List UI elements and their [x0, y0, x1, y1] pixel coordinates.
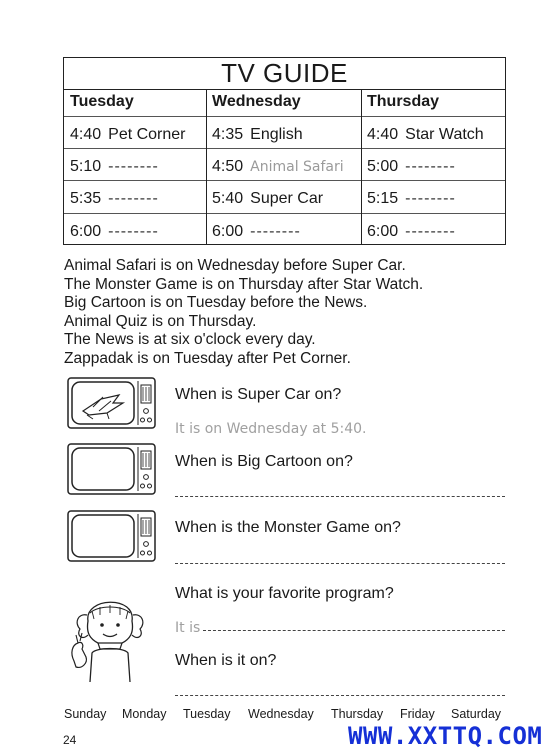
slot-time: 5:15 [367, 190, 399, 207]
question-when-on: When is it on? [175, 652, 277, 669]
weekday-label[interactable]: Saturday [451, 707, 502, 721]
tv-guide-columns [64, 89, 505, 244]
schedule-slot[interactable] [367, 190, 503, 208]
slot-time: 5:10 [70, 158, 102, 175]
slot-time: 6:00 [367, 223, 399, 240]
schedule-slot [367, 126, 503, 144]
answer-prefix-written[interactable]: It is [175, 620, 201, 636]
slot-blank[interactable]: -------- [250, 223, 301, 240]
slot-show: English [250, 126, 303, 143]
tv-guide-table [63, 57, 506, 245]
question-big-cartoon: When is Big Cartoon on? [175, 453, 353, 470]
slot-blank[interactable]: -------- [405, 223, 456, 240]
slot-show: Super Car [250, 190, 324, 207]
slot-time: 4:40 [367, 126, 399, 143]
day-header: Tuesday [70, 93, 134, 110]
slot-blank[interactable]: -------- [108, 190, 159, 207]
clue-line: Animal Quiz is on Thursday. [64, 312, 257, 330]
slot-blank[interactable]: -------- [405, 190, 456, 207]
clue-list [64, 257, 423, 368]
day-header: Wednesday [212, 93, 301, 110]
tv-spaceship-icon [67, 377, 156, 429]
weekday-label[interactable]: Wednesday [248, 707, 314, 721]
weekday-label[interactable]: Tuesday [183, 707, 231, 721]
question-super-car: When is Super Car on? [175, 386, 342, 403]
schedule-slot [212, 190, 357, 208]
schedule-slot[interactable] [212, 223, 357, 241]
answer-line-big-cartoon[interactable] [175, 496, 505, 497]
tv-empty-icon [67, 510, 156, 562]
girl-illustration-icon [60, 583, 160, 683]
question-monster-game: When is the Monster Game on? [175, 519, 401, 536]
slot-written-answer[interactable]: Animal Safari [250, 159, 344, 175]
slot-show: Pet Corner [108, 126, 186, 143]
tv-guide-title: TV GUIDE [64, 58, 505, 90]
page-number: 24 [63, 733, 77, 747]
slot-time: 6:00 [212, 223, 244, 240]
slot-time: 4:40 [70, 126, 102, 143]
slot-blank[interactable]: -------- [405, 158, 456, 175]
schedule-slot[interactable] [367, 223, 503, 241]
slot-time: 5:40 [212, 190, 244, 207]
weekday-label[interactable]: Thursday [331, 707, 384, 721]
schedule-slot[interactable] [212, 158, 357, 176]
schedule-slot[interactable] [367, 158, 503, 176]
slot-time: 5:00 [367, 158, 399, 175]
weekday-label[interactable]: Sunday [64, 707, 107, 721]
slot-blank[interactable]: -------- [108, 158, 159, 175]
schedule-slot[interactable] [70, 158, 202, 176]
answer-line-when-on[interactable] [175, 695, 505, 696]
clue-line: Big Cartoon is on Tuesday before the News. [64, 294, 368, 311]
slot-time: 4:35 [212, 126, 244, 143]
slot-time: 4:50 [212, 158, 244, 175]
answer-line-monster-game[interactable] [175, 563, 505, 564]
slot-time: 6:00 [70, 223, 102, 240]
column-wednesday [206, 89, 362, 244]
clue-line: Animal Safari is on Wednesday before Super Car. [64, 257, 406, 274]
watermark-text: WWW.XXTTQ.COM [348, 722, 543, 750]
weekday-label[interactable]: Monday [122, 707, 167, 721]
schedule-slot[interactable] [70, 190, 202, 208]
schedule-slot [70, 126, 202, 144]
weekday-label[interactable]: Friday [400, 707, 435, 721]
tv-empty-icon [67, 443, 156, 495]
slot-show: Star Watch [405, 126, 484, 143]
clue-line: Zappadak is on Tuesday after Pet Corner. [64, 349, 351, 367]
day-header: Thursday [367, 93, 440, 110]
clue-line: The Monster Game is on Thursday after Star Watch. [64, 275, 424, 293]
clue-line: The News is at six o'clock every day. [64, 331, 316, 348]
answer-super-car-written[interactable]: It is on Wednesday at 5:40. [175, 421, 367, 437]
slot-time: 5:35 [70, 190, 102, 207]
schedule-slot [212, 126, 357, 144]
question-favorite-program: What is your favorite program? [175, 585, 394, 602]
schedule-slot[interactable] [70, 223, 202, 241]
column-thursday [361, 89, 507, 244]
slot-blank[interactable]: -------- [108, 223, 159, 240]
answer-line-favorite-program[interactable] [203, 630, 505, 631]
column-tuesday [64, 89, 207, 244]
